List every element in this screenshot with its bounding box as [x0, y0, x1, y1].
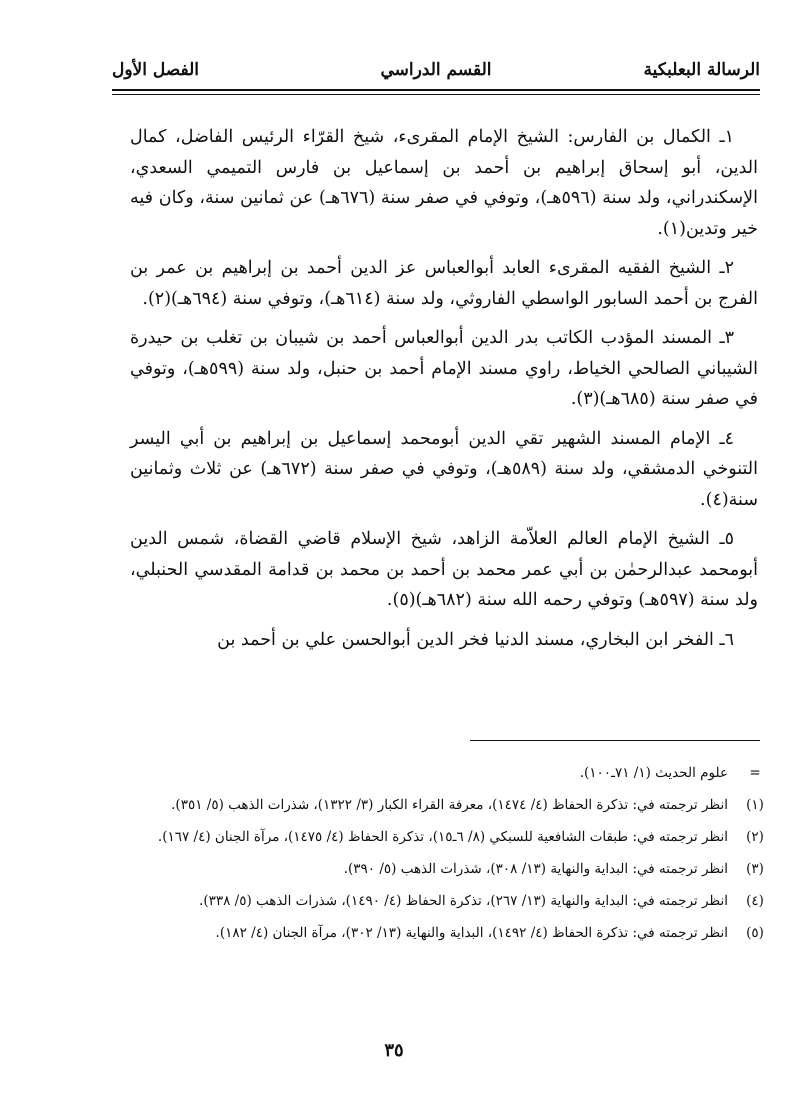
- footnotes: [130, 760, 770, 952]
- paragraph-2: ٢ـ الشيخ الفقيه المقرىء العابد أبوالعباس عز الدين أحمد بن إبراهيم بن عمر بن الفرج بن أحمد السابور الواسطي الفاروثي، ولد سنة (٦١٤هـ)، وتوفي سنة (٦٩٤هـ)(٢).: [130, 258, 758, 309]
- footnote-number: (٥): [746, 925, 764, 941]
- main-text: [130, 122, 758, 664]
- footnote-number: (٣): [746, 861, 764, 877]
- footnote-1: [130, 792, 770, 818]
- header-section-title: القسم الدراسي: [380, 60, 492, 80]
- running-header: [112, 60, 760, 88]
- footnote-text: انظر ترجمته في: البداية والنهاية (١٣/ ٣٠٨)، شذرات الذهب (٥/ ٣٩٠).: [343, 861, 728, 877]
- footnote-text: انظر ترجمته في: البداية والنهاية (١٣/ ٢٦٧)، تذكرة الحفاظ (٤/ ١٤٩٠)، شذرات الذهب (٥/ ٣٣٨).: [199, 893, 728, 909]
- footnote-number: (٤): [746, 893, 764, 909]
- paragraph-1: ١ـ الكمال بن الفارس: الشيخ الإمام المقرىء، شيخ القرّاء الرئيس الفاضل، كمال الدين، أبو إسحاق إبراهيم بن أحمد بن إسماعيل بن فارس التميمي السعدي، الإسكندراني، ولد سنة (٥٩٦هـ)، وتوفي في صفر سنة (٦٧٦هـ) عن ثمانين سنة، وكان فيه خير وتدين(١).: [130, 127, 758, 239]
- header-chapter-title: الفصل الأول: [112, 60, 200, 80]
- footnote-marker: =: [749, 765, 761, 781]
- footnote-text: انظر ترجمته في: تذكرة الحفاظ (٤/ ١٤٧٤)، معرفة القراء الكبار (٣/ ١٣٢٢)، شذرات الذهب (٥/ ٣٥١).: [171, 797, 728, 813]
- footnote-number: (١): [746, 797, 764, 813]
- footnote-2: [130, 824, 770, 850]
- footnote-text: انظر ترجمته في: طبقات الشافعية للسبكي (٨/ ٦ـ١٥)، تذكرة الحفاظ (٤/ ١٤٧٥)، مرآة الجنان (٤/ ١٦٧).: [157, 829, 728, 845]
- header-rule-thin: [112, 94, 760, 95]
- paragraph-3: ٣ـ المسند المؤدب الكاتب بدر الدين أبوالعباس أحمد بن شيبان بن تغلب بن حيدرة الشيباني الصالحي الخياط، راوي مسند الإمام أحمد بن حنبل، ولد سنة (٥٩٩هـ)، وتوفي في صفر سنة (٦٨٥هـ)(٣).: [130, 328, 758, 409]
- footnote-5: [130, 920, 770, 946]
- paragraph-6: ٦ـ الفخر ابن البخاري، مسند الدنيا فخر الدين أبوالحسن علي بن أحمد بن: [217, 629, 734, 650]
- header-book-title: الرسالة البعلبكية: [643, 60, 760, 80]
- footnote-separator: [470, 740, 760, 741]
- footnote-text: انظر ترجمته في: تذكرة الحفاظ (٤/ ١٤٩٢)، البداية والنهاية (١٣/ ٣٠٢)، مرآة الجنان (٤/ ١٨٢).: [215, 925, 728, 941]
- paragraph-4: ٤ـ الإمام المسند الشهير تقي الدين أبومحمد إسماعيل بن إبراهيم بن أبي اليسر التنوخي الدمشقي، ولد سنة (٥٨٩هـ)، وتوفي في صفر سنة (٦٧٢هـ) عن ثلاث وثمانين سنة(٤).: [130, 428, 758, 510]
- header-rule-thick: [112, 89, 760, 91]
- footnote-4: [130, 888, 770, 914]
- footnote-3: [130, 856, 770, 882]
- footnote-continued: [130, 760, 770, 786]
- paragraph-5: ٥ـ الشيخ الإمام العالم العلاّمة الزاهد، شيخ الإسلام قاضي القضاة، شمس الدين أبومحمد عبدالرحمٰن بن أبي عمر محمد بن أحمد بن محمد بن قدامة المقدسي الحنبلي، ولد سنة (٥٩٧هـ) وتوفي رحمه الله سنة (٦٨٢هـ)(٥).: [130, 529, 758, 610]
- footnote-number: (٢): [746, 829, 764, 845]
- page-number: ٣٥: [384, 1040, 404, 1061]
- footnote-text: علوم الحديث (١/ ٧١ـ١٠٠).: [579, 765, 728, 781]
